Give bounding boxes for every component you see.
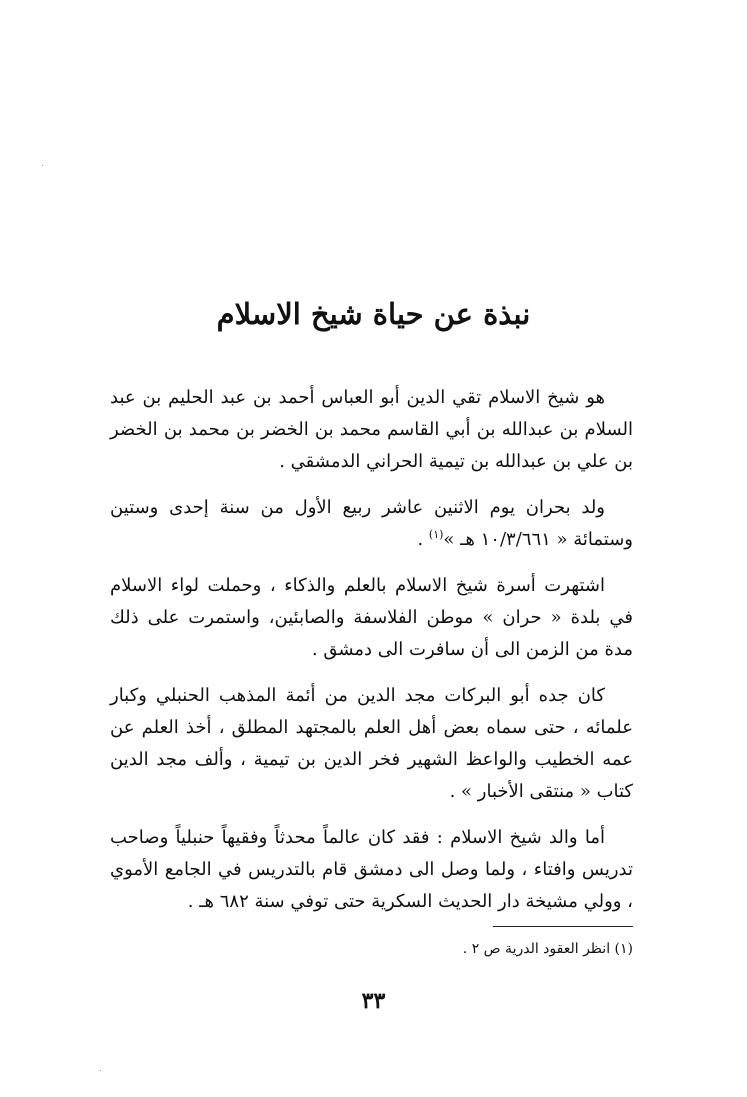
body-text: [110, 382, 633, 932]
paragraph-father: [110, 822, 633, 918]
paragraph-father-text: أما والد شيخ الاسلام : فقد كان عالماً محدثاً وفقيهاً حنبلياً وصاحب تدريس وافتاء ، ولما وصل الى دمشق قام بالتدريس في الجامع الأموي ، وولي مشيخة دار الحديث السكرية حتى توفي سنة ٦٨٢ هـ .: [110, 827, 633, 912]
paragraph-grandfather-text: كان جده أبو البركات مجد الدين من أئمة المذهب الحنبلي وكبار علمائه ، حتى سماه بعض أهل العلم بالمجتهد المطلق ، أخذ العلم عن عمه الخطيب والواعظ الشهير فخر الدين بن تيمية ، وألف مجد الدين كتاب « منتقى الأخبار » .: [110, 685, 633, 802]
paragraph-birth-text: ولد بحران يوم الاثنين عاشر ربيع الأول من سنة إحدى وستين وستمائة « ١٠/٣/٦٦١ هـ »: [110, 497, 633, 550]
paragraph-family-text: اشتهرت أسرة شيخ الاسلام بالعلم والذكاء ، وحملت لواء الاسلام في بلدة « حران » موطن الفلاسفة والصابئين، واستمرت على ذلك مدة من الزمن الى أن سافرت الى دمشق .: [110, 575, 633, 660]
paragraph-lineage: [110, 382, 633, 478]
paragraph-birth: [110, 492, 633, 556]
scan-speck: [42, 165, 43, 166]
page-number: ٣٣: [361, 988, 386, 1014]
paragraph-family: [110, 570, 633, 666]
footnote-reference: (١): [428, 528, 444, 541]
footnote: (١) انظر العقود الدرية ص ٢ .: [462, 941, 633, 957]
paragraph-grandfather: [110, 680, 633, 808]
scan-speck: [100, 1070, 101, 1071]
paragraph-birth-tail: .: [417, 529, 429, 550]
footnote-divider: [493, 926, 633, 927]
paragraph-lineage-text: هو شيخ الاسلام تقي الدين أبو العباس أحمد بن عبد الحليم بن عبد السلام بن عبدالله بن أبي القاسم محمد بن الخضر بن محمد بن الخضر بن علي بن عبدالله بن تيمية الحراني الدمشقي .: [110, 387, 633, 472]
page-title: نبذة عن حياة شيخ الاسلام: [216, 297, 531, 331]
